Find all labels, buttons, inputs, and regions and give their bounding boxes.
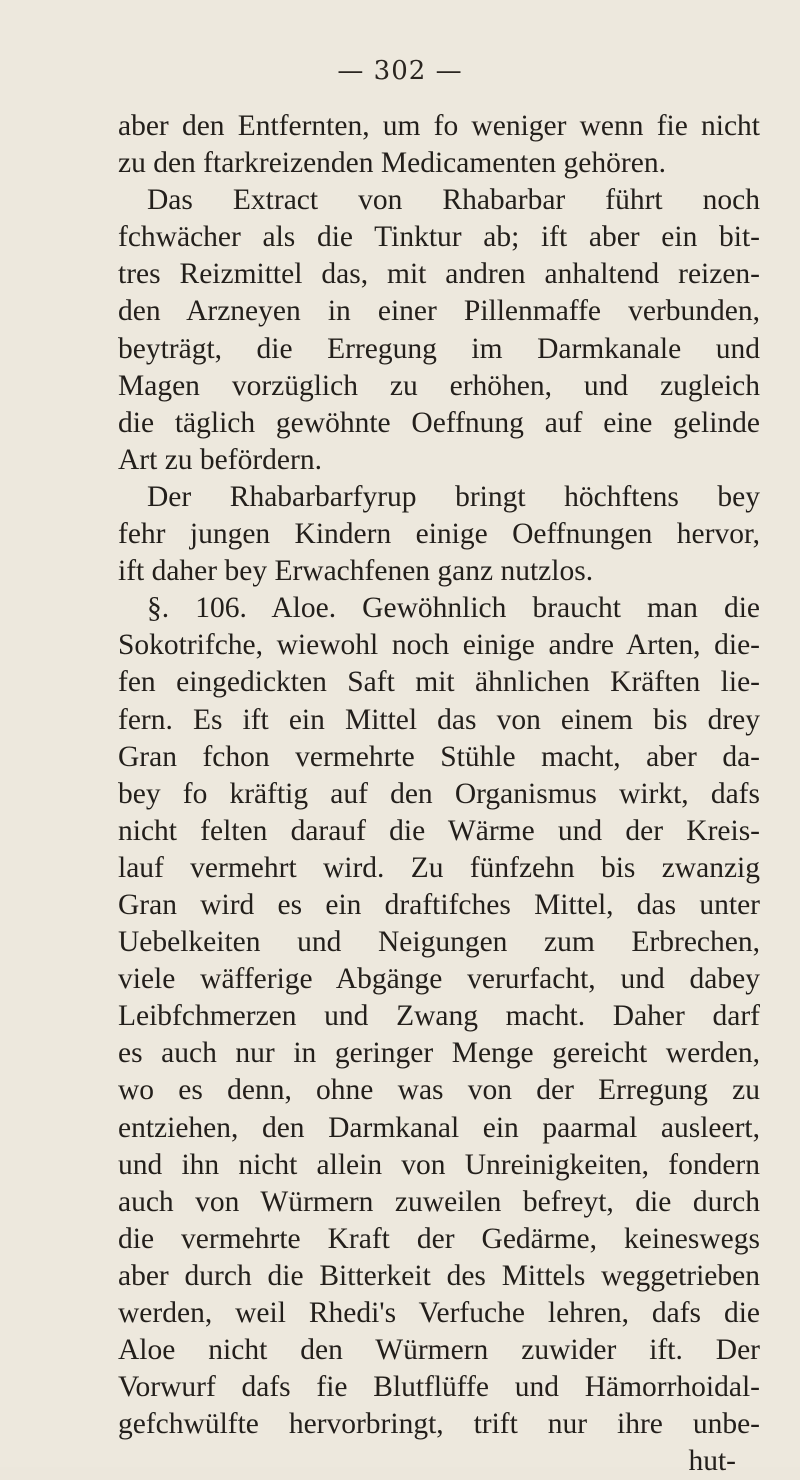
text-line: nicht felten darauf die Wärme und der Kreis-: [118, 814, 760, 847]
text-line: Uebelkeiten und Neigungen zum Erbrechen,: [118, 926, 760, 959]
text-line: Der Rhabarbarfyrup bringt höchftens bey: [147, 480, 760, 513]
text-line: aber durch die Bitterkeit des Mittels weggetrieben: [118, 1259, 760, 1292]
text-line: Gran fchon vermehrte Stühle macht, aber da-: [118, 740, 760, 773]
text-line: tres Reizmittel das, mit andren anhaltend reizen-: [118, 258, 760, 291]
text-line: entziehen, den Darmkanal ein paarmal ausleert,: [118, 1111, 760, 1144]
text-line: fern. Es ift ein Mittel das von einem bis drey: [118, 703, 760, 736]
text-line: werden, weil Rhedi's Verfuche lehren, dafs die: [118, 1297, 760, 1329]
text-line: fchwächer als die Tinktur ab; ift aber ein bit-: [118, 221, 760, 254]
text-line: und ihn nicht allein von Unreinigkeiten, fondern: [118, 1148, 760, 1181]
text-line: Das Extract von Rhabarbar führt noch: [147, 184, 760, 217]
text-line: ift daher bey Erwachfenen ganz nutzlos.: [118, 555, 594, 588]
text-line: gefchwülfte hervorbringt, trift nur ihre unbe-: [118, 1408, 760, 1441]
catchword: hut-: [688, 1445, 736, 1478]
text-line: beyträgt, die Erregung im Darmkanale und: [118, 332, 760, 365]
text-line: Art zu befördern.: [118, 443, 322, 476]
text-line: Vorwurf dafs fie Blutflüffe und Hämorrhoidal-: [118, 1371, 760, 1404]
text-line: es auch nur in geringer Menge gereicht werden,: [118, 1037, 760, 1070]
text-line: den Arzneyen in einer Pillenmaffe verbunden,: [118, 295, 760, 328]
text-line: fen eingedickten Saft mit ähnlichen Kräften lie-: [118, 666, 760, 699]
text-line: Sokotrifche, wiewohl noch einige andre Arten, die-: [118, 629, 760, 662]
text-line: fehr jungen Kindern einige Oeffnungen hervor,: [118, 518, 760, 551]
text-line: Gran wird es ein draftifches Mittel, das unter: [118, 888, 760, 921]
text-line: die vermehrte Kraft der Gedärme, keineswegs: [118, 1222, 760, 1255]
text-line: §. 106. Aloe. Gewöhnlich braucht man die: [147, 592, 760, 625]
text-line: die täglich gewöhnte Oeffnung auf eine gelinde: [118, 406, 760, 439]
text-line: zu den ftarkreizenden Medicamenten gehören.: [118, 147, 666, 180]
text-line: wo es denn, ohne was von der Erregung zu: [118, 1074, 760, 1107]
body-text: [118, 108, 760, 1480]
text-line: lauf vermehrt wird. Zu fünfzehn bis zwanzig: [118, 851, 760, 884]
page-number: — 302 —: [337, 56, 463, 86]
text-line: auch von Würmern zuweilen befreyt, die durch: [118, 1185, 760, 1218]
text-line: aber den Entfernten, um fo weniger wenn fie nicht: [118, 110, 760, 142]
text-line: Leibfchmerzen und Zwang macht. Daher darf: [118, 1000, 760, 1033]
text-line: viele wäfferige Abgänge verurfacht, und dabey: [118, 963, 760, 996]
text-line: Magen vorzüglich zu erhöhen, und zugleich: [118, 369, 760, 402]
text-line: bey fo kräftig auf den Organismus wirkt, dafs: [118, 777, 760, 810]
text-line: Aloe nicht den Würmern zuwider ift. Der: [118, 1334, 760, 1367]
